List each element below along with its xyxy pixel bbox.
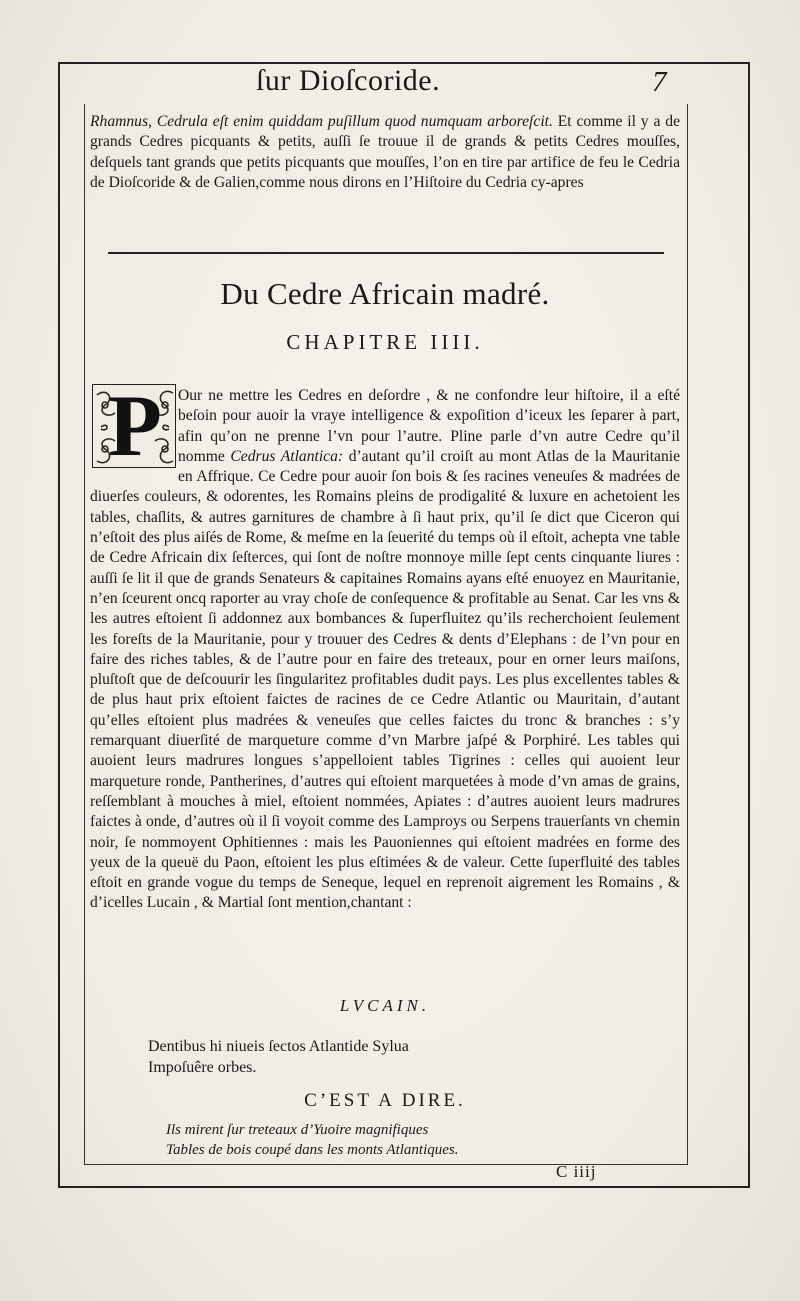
translation-heading: C’EST A DIRE. (304, 1090, 466, 1111)
body-part-1: Our ne mettre les Cedres en deſordre , & ne confondre leur hiſtoire, il a eſté beſoin pour auoir la vraye intelligence & expoſition d’iceux les ſeparer à part, afin qu’on ne prenne l’vn pour l’autre. Pline parle d’vn autre Cedre qu’il nomme (178, 387, 680, 465)
latin-line-1: Dentibus hi niueis ſectos Atlantide Sylua (148, 1038, 409, 1055)
chapter-body (90, 386, 680, 914)
dropcap-letter: P (108, 384, 162, 468)
latin-line-2: Impoſuêre orbes. (148, 1059, 257, 1076)
section-divider (108, 252, 664, 254)
body-part-2: d’autant qu’il croiſt au mont Atlas de la Mauritanie en Affrique. Ce Cedre pour auoir ſon bois & ſes racines veneuſes & madrées de diuerſes couleurs, & odorentes, les Romains pleins de prodigalité & luxure en achetoient les tables, chaſlits, & autres garnitures de chambre à ſi haut prix, qu’il ſe dict que Ciceron qui n’eſtoit des plus aiſés de Rome, & meſme en la ſeuerité du temps où il eſtoit, achepta vne table de Cedre Africain dix ſeſterces, qui ſont de noſtre monnoye mille ſept cents cinquante liures : auſſi ſe lit il que de grands Senateurs & capitaines Romains ayans eſté enuoyez en Mauritanie, n’en ſceurent oncq raporter au vray choſe de conſequence & profitable au Senat. Car les vns & les autres eſtoient ſi addonnez aux bombances & ſuperfluitez qu’ils recherchoient ſeulement les foreſts de la Mauritanie, pour y trouuer des Cedres & dents d’Elephans : de l’vn pour en faire des riches tables, & de l’autre pour en faire des treteaux, pour en orner leurs maiſons, pluſtoſt que de deſcouurir les ſingularitez profitables dudit pays. Les plus excellentes tables & de plus haut prix eſtoient faictes de racines de ce Cedre Atlantic ou Mauritain, d’autant qu’elles eſtoient plus madrées & veneuſes que celles faictes du tronc & branches : s’y remarquant diuerſité de marqueture comme d’vn Marbre jaſpé & Porphiré. Les tables qui auoient leurs madrures longues s’appelloient tables Tigrines : celles qui auoient leur marqueture ronde, Pantherines, d’autres qui eſtoient marquetées à mode d’vn amas de grains, reſſemblant à mouches à miel, eſtoient nommées, Apiates : d’autres auoient leurs madrures faictes à onde, d’autres où il ſi voyoit comme des Lamproys ou Serpens trauerſants vn chemin noir, ſe nommoyent Ophitiennes : mais les Pauoniennes qui eſtoient madrées en forme des yeux de la queuë du Paon, eſtoient les plus eſtimées & de valeur. Cette ſuperfluité des tables eſtoit en grande vogue du temps de Seneque, lequel en reprenoit aigrement les Romains , & d’icelles Lucain , & Martial ſont mention,chantant : (90, 447, 681, 912)
running-title: ſur Dioſcoride. (256, 64, 441, 97)
page-number: 7 (652, 66, 667, 98)
french-line-1: Ils mirent ſur treteaux d’Yuoire magnifiques (166, 1122, 429, 1138)
running-head (0, 62, 800, 104)
verse-author: LVCAIN. (339, 996, 431, 1015)
intro-text: Et comme il y a de grands Cedres picquants & petits, auſſi ſe trouue il de grands & petits Cedres mouſſes, deſquels tant grands que petits picquants que mouſſes, l’on en tire par artifice de feu le Cedria de Dioſcoride & de Galien,comme nous dirons en l’Hiſtoire du Cedria cy-apres (90, 113, 680, 191)
chapter-title: Du Cedre Africain madré. (220, 276, 550, 311)
intro-paragraph (90, 112, 680, 193)
latin-verse (148, 1036, 668, 1078)
french-line-2: Tables de bois coupé dans les monts Atlantiques. (166, 1142, 459, 1158)
dropcap-spacer (90, 386, 178, 484)
chapter-number: CHAPITRE IIII. (286, 330, 484, 354)
intro-latin-lead: Rhamnus, Cedrula eſt enim quiddam puſillum quod numquam arboreſcit. (90, 113, 553, 130)
bottom-rule (58, 1186, 748, 1188)
cedrus-atlantica-term: Cedrus Atlantica: (230, 447, 344, 465)
signature-mark: C iiij (556, 1162, 597, 1181)
french-verse (166, 1120, 686, 1160)
